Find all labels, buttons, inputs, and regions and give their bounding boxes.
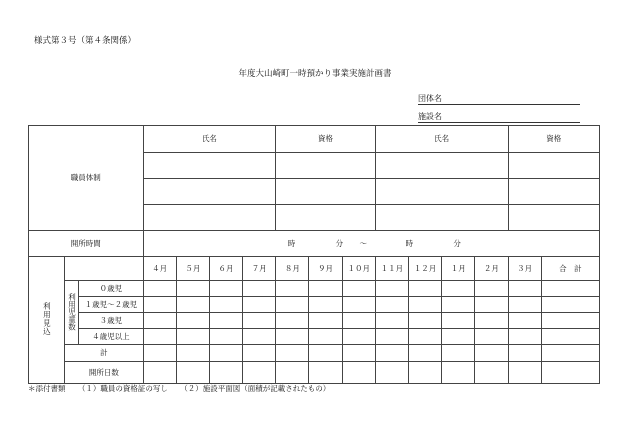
staff-name-cell[interactable] [143, 153, 276, 179]
usage-cell[interactable] [475, 345, 508, 362]
staff-name-cell[interactable] [375, 205, 508, 231]
usage-cell[interactable] [243, 313, 276, 329]
usage-cell[interactable] [209, 362, 242, 384]
hour-end-unit: 時 [405, 238, 413, 248]
staff-qualification-cell[interactable] [276, 153, 376, 179]
usage-cell[interactable] [442, 329, 475, 345]
usage-cell[interactable] [309, 345, 342, 362]
usage-cell[interactable] [276, 281, 309, 297]
usage-cell[interactable] [243, 362, 276, 384]
opening-hours-row [29, 231, 600, 257]
usage-cell[interactable] [276, 329, 309, 345]
usage-cell[interactable] [276, 362, 309, 384]
usage-cell[interactable] [209, 297, 242, 313]
usage-cell[interactable] [209, 313, 242, 329]
month-header: １２月 [408, 257, 441, 281]
age-group-label: ３歳児 [79, 313, 143, 329]
organization-name-field[interactable] [418, 93, 580, 105]
usage-cell[interactable] [475, 281, 508, 297]
facility-name-field[interactable] [418, 111, 580, 123]
attachments-note [28, 383, 340, 394]
months-header-blank [65, 257, 143, 281]
attachment-item-1: （１）職員の資格証の写し [77, 384, 168, 393]
usage-forecast-text: 利用見込 [42, 302, 52, 337]
usage-cell[interactable] [309, 313, 342, 329]
staff-qualification-cell[interactable] [276, 205, 376, 231]
usage-cell[interactable] [143, 297, 176, 313]
usage-total-cell[interactable] [541, 329, 599, 345]
organization-name-label: 団体名 [418, 94, 442, 103]
usage-cell[interactable] [209, 345, 242, 362]
usage-row-age0 [29, 281, 600, 297]
usage-cell[interactable] [143, 281, 176, 297]
opening-hours-cell[interactable] [143, 231, 599, 257]
usage-cell[interactable] [243, 329, 276, 345]
usage-cell[interactable] [442, 345, 475, 362]
usage-cell[interactable] [309, 329, 342, 345]
usage-cell[interactable] [342, 362, 375, 384]
usage-cell[interactable] [475, 313, 508, 329]
usage-row-age3 [29, 313, 600, 329]
usage-cell[interactable] [176, 329, 209, 345]
month-header: ２月 [475, 257, 508, 281]
minute-end-unit: 分 [453, 238, 461, 248]
usage-cell[interactable] [143, 313, 176, 329]
staff-name-cell[interactable] [143, 205, 276, 231]
age-group-label: ４歳児以上 [79, 329, 143, 345]
usage-subtotal-row [29, 345, 600, 362]
usage-forecast-label [29, 257, 65, 384]
attachments-label: ＊添付書類 [28, 384, 66, 393]
usage-total-cell[interactable] [541, 297, 599, 313]
children-count-text: 利用児童数 [67, 293, 77, 331]
staff-header-row [29, 126, 600, 153]
usage-cell[interactable] [408, 281, 441, 297]
usage-cell[interactable] [508, 281, 541, 297]
staff-structure-label: 職員体制 [29, 126, 144, 231]
usage-cell[interactable] [375, 297, 408, 313]
usage-cell[interactable] [508, 329, 541, 345]
month-header: １１月 [375, 257, 408, 281]
staff-qualification-header-2: 資格 [508, 126, 600, 153]
hour-start-unit: 時 [287, 238, 296, 248]
usage-cell[interactable] [408, 313, 441, 329]
usage-cell[interactable] [508, 345, 541, 362]
usage-cell[interactable] [475, 362, 508, 384]
usage-cell[interactable] [276, 345, 309, 362]
usage-cell[interactable] [408, 329, 441, 345]
usage-cell[interactable] [209, 281, 242, 297]
usage-cell[interactable] [342, 329, 375, 345]
usage-cell[interactable] [276, 313, 309, 329]
usage-cell[interactable] [243, 281, 276, 297]
age-group-label: １歳児～２歳児 [79, 297, 143, 313]
month-header: ４月 [143, 257, 176, 281]
usage-cell[interactable] [375, 345, 408, 362]
usage-row-age1-2 [29, 297, 600, 313]
month-header: ９月 [309, 257, 342, 281]
usage-row-age4plus [29, 329, 600, 345]
minute-start-unit: 分 [335, 238, 344, 248]
time-range-tilde: ～ [359, 238, 368, 248]
usage-cell[interactable] [442, 281, 475, 297]
plan-table [28, 125, 600, 384]
usage-cell[interactable] [342, 297, 375, 313]
opening-hours-label: 開所時間 [29, 231, 144, 257]
month-header: ６月 [209, 257, 242, 281]
usage-cell[interactable] [342, 281, 375, 297]
usage-cell[interactable] [176, 345, 209, 362]
month-header: ５月 [176, 257, 209, 281]
total-header: 合 計 [541, 257, 599, 281]
month-header: ７月 [243, 257, 276, 281]
usage-cell[interactable] [508, 297, 541, 313]
usage-cell[interactable] [375, 281, 408, 297]
form-number: 様式第３号（第４条関係） [34, 36, 137, 46]
month-header: ８月 [276, 257, 309, 281]
usage-total-cell[interactable] [541, 281, 599, 297]
usage-cell[interactable] [143, 345, 176, 362]
children-count-label [65, 281, 79, 345]
usage-cell[interactable] [342, 345, 375, 362]
usage-cell[interactable] [176, 297, 209, 313]
attachment-item-2: （２）施設平面図（面積が記載されたもの） [180, 384, 331, 393]
age-group-label: ０歳児 [79, 281, 143, 297]
usage-cell[interactable] [243, 297, 276, 313]
usage-cell[interactable] [508, 362, 541, 384]
usage-cell[interactable] [375, 313, 408, 329]
usage-cell[interactable] [375, 329, 408, 345]
usage-cell[interactable] [508, 313, 541, 329]
subtotal-label: 計 [65, 345, 143, 362]
usage-cell[interactable] [342, 313, 375, 329]
usage-cell[interactable] [176, 313, 209, 329]
staff-qualification-cell[interactable] [276, 179, 376, 205]
usage-total-cell[interactable] [541, 362, 599, 384]
month-header: １０月 [342, 257, 375, 281]
document-title: 年度大山崎町一時預かり事業実施計画書 [238, 69, 392, 79]
usage-cell[interactable] [475, 329, 508, 345]
month-header: １月 [442, 257, 475, 281]
staff-qualification-header-1: 資格 [276, 126, 376, 153]
usage-cell[interactable] [243, 345, 276, 362]
opening-days-label: 開所日数 [65, 362, 143, 384]
staff-qualification-cell[interactable] [508, 205, 600, 231]
staff-qualification-cell[interactable] [508, 153, 600, 179]
staff-qualification-cell[interactable] [508, 179, 600, 205]
usage-cell[interactable] [408, 297, 441, 313]
usage-cell[interactable] [442, 313, 475, 329]
usage-total-cell[interactable] [541, 313, 599, 329]
months-header-row [29, 257, 600, 281]
usage-cell[interactable] [408, 345, 441, 362]
usage-cell[interactable] [309, 362, 342, 384]
usage-cell[interactable] [176, 281, 209, 297]
staff-name-cell[interactable] [143, 179, 276, 205]
usage-cell[interactable] [276, 297, 309, 313]
usage-cell[interactable] [408, 362, 441, 384]
usage-cell[interactable] [442, 297, 475, 313]
usage-cell[interactable] [475, 297, 508, 313]
month-header: ３月 [508, 257, 541, 281]
usage-cell[interactable] [209, 329, 242, 345]
usage-cell[interactable] [442, 362, 475, 384]
usage-cell[interactable] [309, 281, 342, 297]
facility-name-label: 施設名 [418, 112, 442, 121]
usage-cell[interactable] [309, 297, 342, 313]
staff-name-header-1: 氏名 [143, 126, 276, 153]
usage-cell[interactable] [176, 362, 209, 384]
staff-name-header-2: 氏名 [375, 126, 508, 153]
staff-name-cell[interactable] [375, 153, 508, 179]
usage-cell[interactable] [143, 329, 176, 345]
usage-cell[interactable] [143, 362, 176, 384]
opening-days-row [29, 362, 600, 384]
usage-total-cell[interactable] [541, 345, 599, 362]
usage-cell[interactable] [375, 362, 408, 384]
staff-name-cell[interactable] [375, 179, 508, 205]
